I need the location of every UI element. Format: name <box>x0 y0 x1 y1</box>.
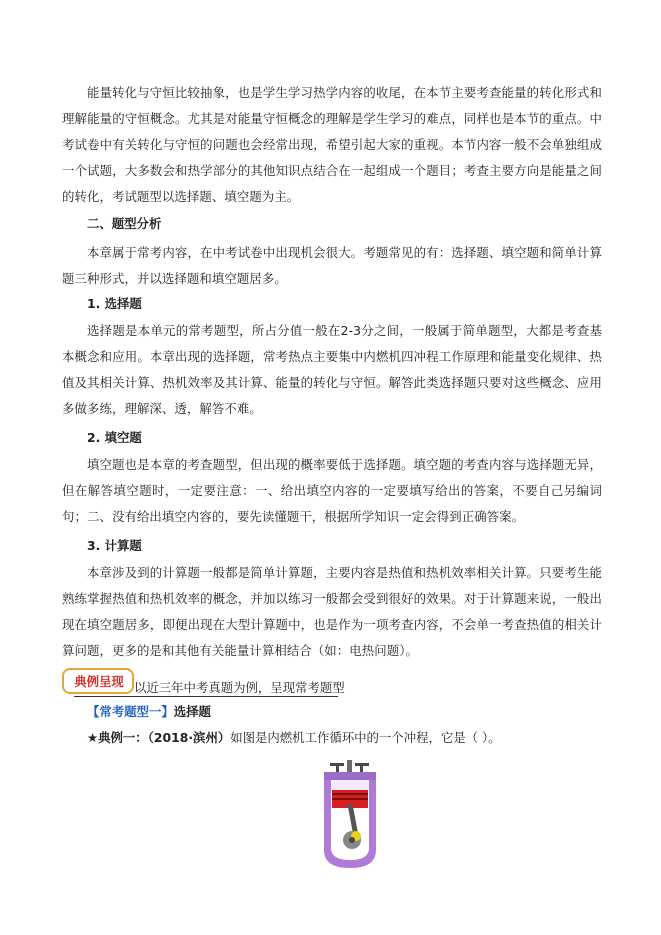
example-question-text: 如图是内燃机工作循环中的一个冲程，它是（ ）。 <box>230 730 501 745</box>
typical-example-badge-label: 典例呈现 <box>68 673 130 690</box>
example-source: （2018·滨州） <box>147 730 231 745</box>
intro-paragraph: 能量转化与守恒比较抽象，也是学生学习热学内容的收尾，在本节主要考查能量的转化形式和理解能量的守恒概念。尤其是对能量守恒概念的理解是学生学习的难点，同样也是本节的重点。中考试卷中有关转化与守恒的问题也会经常出现，希望引起大家的重视。本节内容一般不会单独组成一个试题，大多数会和热学部分的其他知识点结合在一起组成一个题目；考查主要方向是能量之间的转化，考试题型以选择题、填空题为主。 <box>62 85 602 204</box>
subsection-paragraph-choice: 选择题是本单元的常考题型，所占分值一般在2-3分之间，一般属于简单题型，大都是考查基本概念和应用。本章出现的选择题，常考热点主要集中内燃机四冲程工作原理和能量变化规律、热值及其相关计算、热机效率及其计算、能量的转化与守恒。解答此类选择题只要对这些概念、应用多做多练，理解深、透，解答不难。 <box>62 323 602 416</box>
subsection-paragraph-calc: 本章涉及到的计算题一般都是简单计算题，主要内容是热值和热机效率相关计算。只要考生能熟练掌握热值和热机效率的概念，并加以练习一般都会受到很好的效果。对于计算题来说，一般出现在填空题居多，即便出现在大型计算题中，也是作为一项考查内容，不会单一考查热值的相关计算问题，更多的是和其他有关能量计算相结合（如：电热问题）。 <box>62 565 602 658</box>
subsection-paragraph-fill: 填空题也是本章的考查题型，但出现的概率要低于选择题。填空题的考查内容与选择题无异，但在解答填空题时，一定要注意：一、给出填空内容的一定要填写给出的答案，不要自己另编词句；二、没有给出填空内容的，要先读懂题干，根据所学知识一定会得到正确答案。 <box>62 457 602 524</box>
question-type-title: 选择题 <box>173 704 211 719</box>
subsection-title-choice: 1. 选择题 <box>87 296 142 311</box>
subsection-title-fill: 2. 填空题 <box>87 430 142 445</box>
section-title-question-analysis: 二、题型分析 <box>87 216 162 231</box>
section-paragraph-question-analysis: 本章属于常考内容，在中考试卷中出现机会很大。考题常见的有：选择题、填空题和简单计算题三种形式，并以选择题和填空题居多。 <box>62 245 602 286</box>
typical-example-note: 以近三年中考真题为例，呈现常考题型 <box>134 680 345 695</box>
question-type-tag: 【常考题型一】 <box>87 704 174 719</box>
example-question <box>87 729 501 747</box>
question-type-heading <box>87 703 211 721</box>
engine-icon <box>318 760 382 870</box>
typical-example-underline <box>74 696 338 697</box>
example-label: ★典例一： <box>87 730 148 745</box>
subsection-title-calc: 3. 计算题 <box>87 538 142 553</box>
typical-example-badge <box>62 668 134 694</box>
